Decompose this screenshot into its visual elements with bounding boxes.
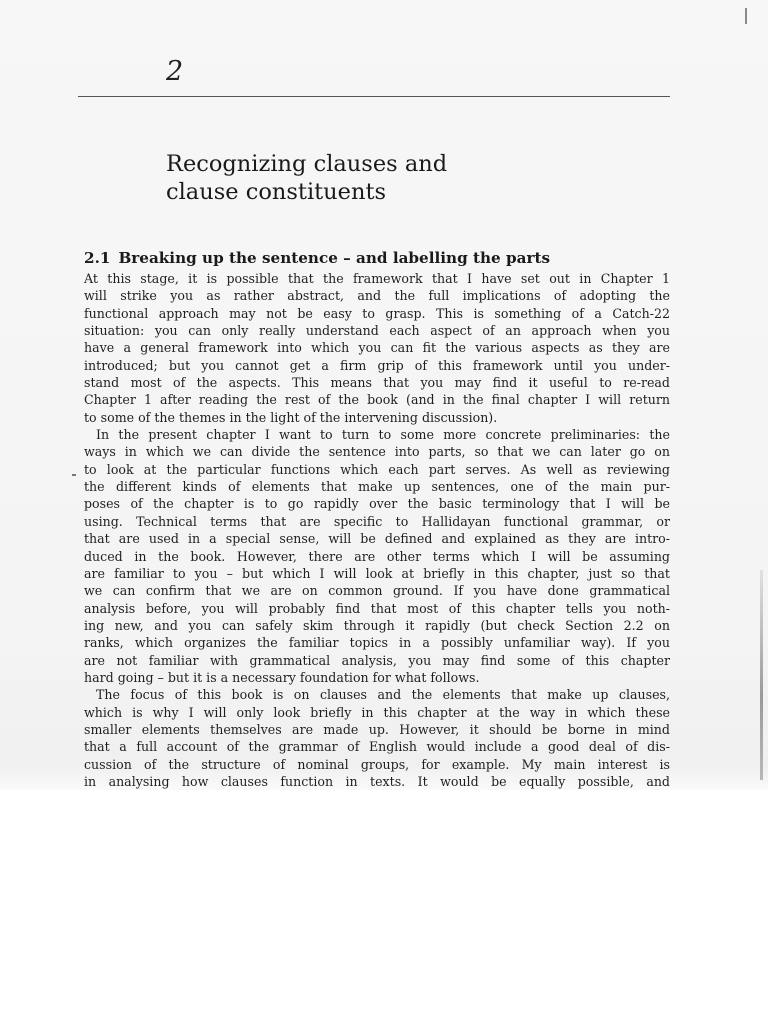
chapter-number: 2: [166, 56, 184, 87]
chapter-title-line: Recognizing clauses and: [166, 151, 448, 177]
text-line: analysis before, you will probably find that most of this chapter tells you noth-: [84, 600, 670, 616]
text-line: ranks, which organizes the familiar topics in a possibly unfamiliar way). If you: [84, 635, 670, 651]
section-title: Breaking up the sentence – and labelling the parts: [118, 249, 551, 267]
section-number: 2.1: [84, 249, 111, 267]
text-line: cussion of the structure of nominal groups, for example. My main interest is: [84, 756, 670, 772]
text-line: are not familiar with grammatical analysis, you may find some of this chapter: [84, 652, 670, 668]
text-line: duced in the book. However, there are other terms which I will be assuming: [84, 548, 670, 564]
paragraph: [84, 426, 670, 686]
text-line: in analysing how clauses function in texts. It would be equally possible, and: [84, 773, 670, 789]
text-line: the different kinds of elements that make up sentences, one of the main pur-: [84, 479, 670, 495]
text-line: Chapter 1 after reading the rest of the book (and in the final chapter I will return: [84, 392, 670, 408]
text-line: functional approach may not be easy to grasp. This is something of a Catch-22: [84, 305, 670, 321]
text-line: The focus of this book is on clauses and the elements that make up clauses,: [96, 687, 670, 703]
text-line: to look at the particular functions which each part serves. As well as reviewing: [84, 461, 670, 477]
scan-edge-mark: [745, 8, 747, 24]
text-line: In the present chapter I want to turn to some more concrete preliminaries: the: [96, 427, 670, 443]
text-line: At this stage, it is possible that the framework that I have set out in Chapter 1: [84, 271, 670, 286]
text-line: to some of the themes in the light of the intervening discussion).: [84, 409, 498, 425]
text-line: introduced; but you cannot get a firm grip of this framework until you under-: [84, 357, 670, 373]
header-rule: [78, 96, 670, 97]
text-line: using. Technical terms that are specific to Hallidayan functional grammar, or: [84, 513, 670, 529]
scan-artifact: [72, 474, 76, 476]
scan-edge-shadow: [760, 570, 763, 780]
text-line: ways in which we can divide the sentence into parts, so that we can later go on: [84, 444, 670, 460]
text-line: ing new, and you can safely skim through it rapidly (but check Section 2.2 on: [84, 617, 670, 633]
body-text: [84, 270, 670, 790]
text-line: stand most of the aspects. This means that you may find it useful to re-read: [84, 375, 670, 391]
text-line: which is why I will only look briefly in this chapter at the way in which these: [84, 704, 670, 720]
paragraph: [84, 270, 670, 426]
text-line: that a full account of the grammar of English would include a good deal of dis-: [84, 739, 670, 755]
paragraph: [84, 686, 670, 790]
text-line: poses of the chapter is to go rapidly over the basic terminology that I will be: [84, 496, 670, 512]
chapter-title-line: clause constituents: [166, 179, 387, 205]
text-line: that are used in a special sense, will be defined and explained as they are intro-: [84, 531, 670, 547]
text-line: hard going – but it is a necessary foundation for what follows.: [84, 669, 480, 685]
chapter-title: [166, 150, 447, 206]
text-line: are familiar to you – but which I will look at briefly in this chapter, just so that: [84, 565, 670, 581]
text-line: situation: you can only really understand each aspect of an approach when you: [84, 323, 670, 339]
section-heading: [84, 248, 550, 268]
text-line: will strike you as rather abstract, and the full implications of adopting the: [84, 288, 670, 304]
text-line: smaller elements themselves are made up. However, it should be borne in mind: [84, 721, 670, 737]
text-line: we can confirm that we are on common ground. If you have done grammatical: [84, 583, 670, 599]
text-line: have a general framework into which you can fit the various aspects as they are: [84, 340, 670, 356]
